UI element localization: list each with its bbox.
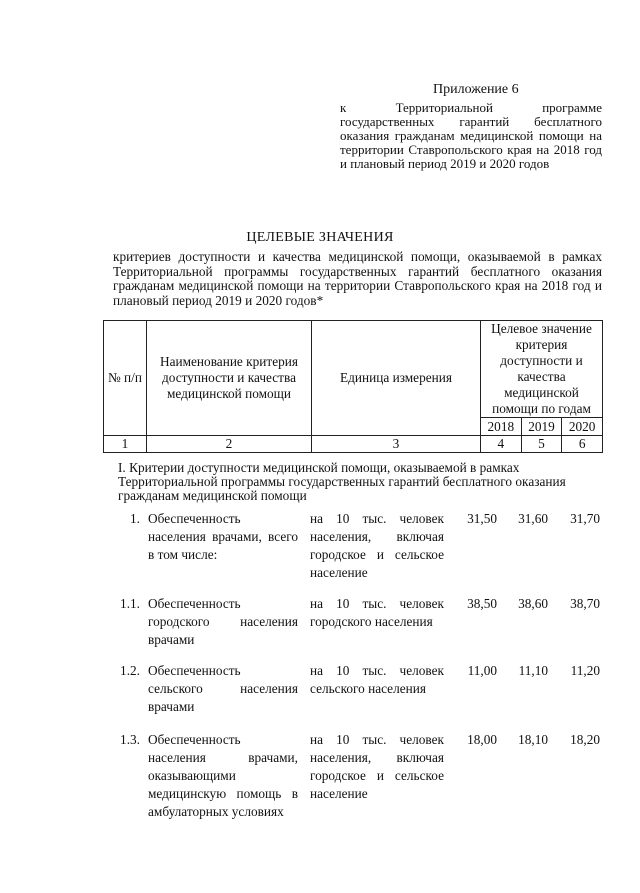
value-2020: 11,20	[570, 663, 600, 678]
value-2018: 11,00	[467, 663, 497, 678]
row-number: 1.	[130, 511, 140, 526]
value-2020: 18,20	[570, 732, 600, 747]
unit-of-measure: на 10 тыс. человек городского населения	[310, 596, 444, 629]
value-2018: 31,50	[467, 511, 497, 526]
unit-of-measure: на 10 тыс. человек населения, включая городское и сельское население	[310, 732, 444, 801]
col-name-header: Наименование критерия доступности и качества медицинской помощи	[147, 321, 312, 436]
row-number: 1.2.	[120, 663, 140, 678]
col-unit-header: Единица измерения	[312, 321, 481, 436]
unit-of-measure: на 10 тыс. человек сельского населения	[310, 663, 444, 696]
criterion-name: Обеспеченность городского населения врачами	[148, 596, 298, 647]
year-header-2018: 2018	[481, 418, 522, 436]
year-header-2020: 2020	[562, 418, 603, 436]
index-cell-2: 2	[147, 436, 312, 453]
value-2019: 38,60	[518, 596, 548, 611]
index-cell-6: 6	[562, 436, 603, 453]
unit-of-measure: на 10 тыс. человек населения, включая городское и сельское население	[310, 511, 444, 580]
section-title: I. Критерии доступности медицинской помощи, оказываемой в рамках Территориальной программы государственных гарантий бесплатного оказания гражданам медицинской помощи	[118, 460, 566, 503]
index-cell-1: 1	[104, 436, 147, 453]
document-intro: критериев доступности и качества медицинской помощи, оказываемой в рамках Территориальной программы государственных гарантий бесплатного оказания гражданам медицинской помощи на территории Ставропольского края на 2018 год и плановый период 2019 и 2020 годов*	[113, 249, 602, 308]
value-2020: 31,70	[570, 511, 600, 526]
col-target-header: Целевое значение критерия доступности и качества медицинской помощи по годам	[481, 321, 603, 418]
value-2019: 31,60	[518, 511, 548, 526]
row-number: 1.1.	[120, 596, 140, 611]
value-2018: 38,50	[467, 596, 497, 611]
row-number: 1.3.	[120, 732, 140, 747]
criteria-table-header	[103, 320, 603, 453]
index-cell-4: 4	[481, 436, 522, 453]
index-cell-3: 3	[312, 436, 481, 453]
document-heading: ЦЕЛЕВЫЕ ЗНАЧЕНИЯ	[246, 230, 394, 245]
criterion-name: Обеспеченность населения врачами, всего в том числе:	[148, 511, 298, 562]
value-2019: 11,10	[518, 663, 548, 678]
criterion-name: Обеспеченность населения врачами, оказывающими медицинскую помощь в амбулаторных условиях	[148, 732, 298, 819]
value-2020: 38,70	[570, 596, 600, 611]
value-2019: 18,10	[518, 732, 548, 747]
value-2018: 18,00	[467, 732, 497, 747]
annex-title: Приложение 6	[433, 82, 519, 97]
year-header-2019: 2019	[521, 418, 562, 436]
annex-subtitle: к Территориальной программе государственных гарантий бесплатного оказания гражданам медицинской помощи на территории Ставропольского края на 2018 год и плановый период 2019 и 2020 годов	[340, 100, 602, 171]
col-num-header: № п/п	[104, 321, 147, 436]
criterion-name: Обеспеченность сельского населения врачами	[148, 663, 298, 714]
index-cell-5: 5	[521, 436, 562, 453]
